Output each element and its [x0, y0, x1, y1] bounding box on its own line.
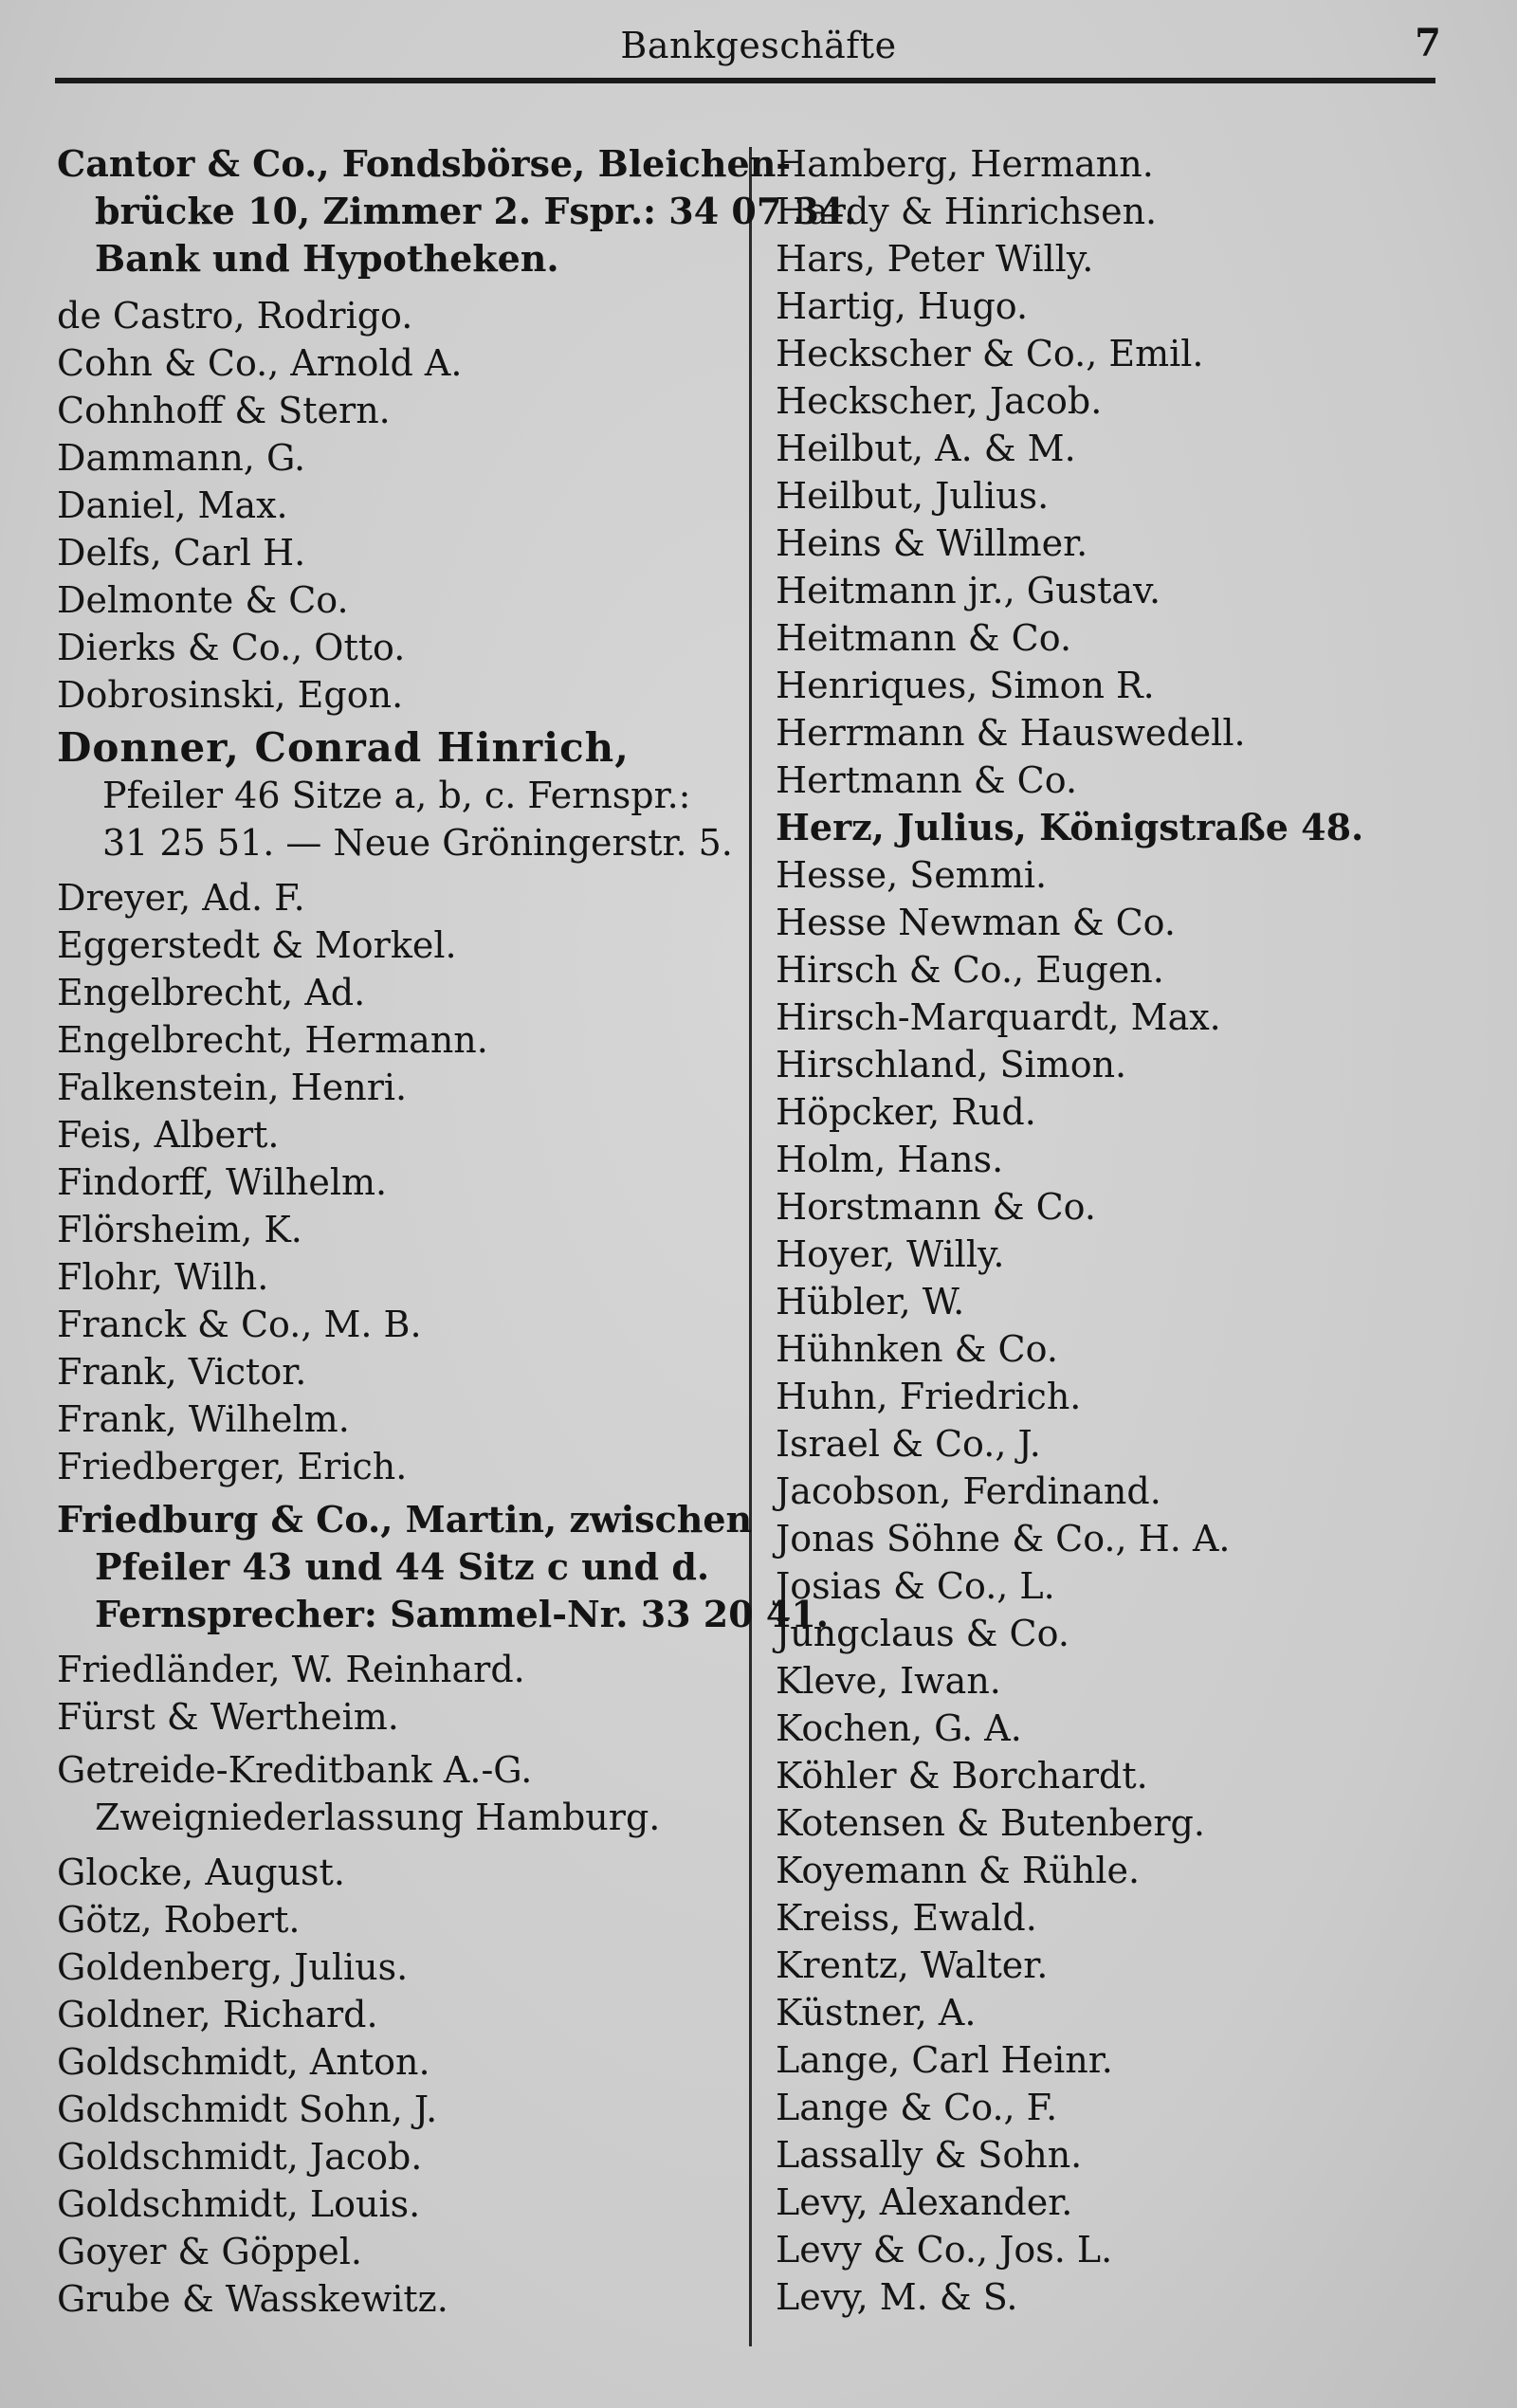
list-item: Hartig, Hugo.: [776, 285, 1029, 327]
list-item: Franck & Co., M. B.: [57, 1304, 422, 1345]
entry-line: Cantor & Co., Fondsbörse, Bleichen-: [57, 142, 792, 185]
list-item: Hühnken & Co.: [776, 1328, 1058, 1370]
list-item: Hertmann & Co.: [776, 759, 1078, 801]
list-item: de Castro, Rodrigo.: [57, 295, 413, 337]
list-item: Köhler & Borchardt.: [776, 1755, 1148, 1797]
list-item: Delmonte & Co.: [57, 579, 349, 621]
list-item: Fürst & Wertheim.: [57, 1696, 399, 1738]
left-column: [57, 140, 857, 2323]
list-item: Engelbrecht, Ad.: [57, 972, 366, 1013]
list-item: Holm, Hans.: [776, 1139, 1004, 1180]
entry-donner: [57, 724, 758, 867]
list-item: Goldner, Richard.: [57, 1994, 378, 2035]
list-item: Feis, Albert.: [57, 1114, 280, 1156]
list-item: Kreiss, Ewald.: [776, 1897, 1037, 1939]
entry-line: brücke 10, Zimmer 2. Fspr.: 34 07 34.: [95, 190, 857, 232]
list-item: Jungclaus & Co.: [776, 1613, 1069, 1654]
list-item: Hoyer, Willy.: [776, 1233, 1005, 1275]
entry-line: Friedburg & Co., Martin, zwischen: [57, 1498, 753, 1541]
list-item: Heckscher & Co., Emil.: [776, 333, 1204, 374]
entry-line: Getreide-Kreditbank A.-G.: [57, 1749, 533, 1791]
entry-list: [776, 140, 1458, 804]
list-item: Lange, Carl Heinr.: [776, 2039, 1113, 2081]
entry-line: Zweigniederlassung Hamburg.: [95, 1797, 661, 1838]
list-item: Hirschland, Simon.: [776, 1044, 1127, 1085]
page-title: Bankgeschäfte: [620, 25, 897, 66]
list-item: Goldschmidt, Jacob.: [57, 2136, 423, 2178]
entry-line: 31 25 51. — Neue Gröningerstr. 5.: [102, 822, 733, 864]
list-item: Goldenberg, Julius.: [57, 1946, 409, 1988]
list-item: Krentz, Walter.: [776, 1944, 1049, 1986]
list-item: Dierks & Co., Otto.: [57, 627, 406, 668]
list-item: Hardy & Hinrichsen.: [776, 191, 1158, 232]
list-item: Engelbrecht, Hermann.: [57, 1019, 488, 1061]
list-item: Glocke, August.: [57, 1852, 345, 1893]
list-item: Hübler, W.: [776, 1281, 965, 1323]
list-item: Goyer & Göppel.: [57, 2231, 362, 2272]
list-item: Lassally & Sohn.: [776, 2134, 1083, 2176]
list-item: Goldschmidt Sohn, J.: [57, 2089, 438, 2130]
entry-line: Fernsprecher: Sammel-Nr. 33 20 41.: [95, 1593, 830, 1635]
entry-list: [57, 1849, 758, 2323]
list-item: Dreyer, Ad. F.: [57, 877, 305, 919]
list-item: Huhn, Friedrich.: [776, 1376, 1082, 1417]
list-item: Falkenstein, Henri.: [57, 1067, 408, 1108]
list-item: Flohr, Wilh.: [57, 1256, 269, 1298]
list-item: Heins & Willmer.: [776, 522, 1088, 564]
list-item: Frank, Wilhelm.: [57, 1398, 350, 1440]
list-item: Küstner, A.: [776, 1992, 977, 2034]
list-item: Henriques, Simon R.: [776, 665, 1155, 706]
list-item: Heilbut, A. & M.: [776, 428, 1076, 469]
list-item: Hamberg, Hermann.: [776, 143, 1154, 185]
page-number: 7: [1415, 21, 1441, 65]
list-item: Delfs, Carl H.: [57, 532, 306, 574]
list-item: Heitmann & Co.: [776, 617, 1072, 659]
entry-list: [57, 292, 758, 719]
list-item: Herrmann & Hauswedell.: [776, 712, 1246, 754]
list-item: Höpcker, Rud.: [776, 1091, 1036, 1133]
entry-cantor: [57, 140, 857, 283]
entry-friedburg: [57, 1496, 830, 1638]
list-item: Frank, Victor.: [57, 1351, 307, 1393]
list-item: Heitmann jr., Gustav.: [776, 570, 1161, 611]
entry-herz: Herz, Julius, Königstraße 48.: [776, 806, 1364, 848]
list-item: Heilbut, Julius.: [776, 475, 1050, 517]
list-item: Hesse, Semmi.: [776, 854, 1048, 896]
list-item: Kleve, Iwan.: [776, 1660, 1001, 1702]
list-item: Levy & Co., Jos. L.: [776, 2229, 1113, 2271]
list-item: Kochen, G. A.: [776, 1707, 1022, 1749]
entry-getreide: [57, 1746, 758, 1841]
list-item: Friedberger, Erich.: [57, 1446, 408, 1487]
list-item: Hirsch-Marquardt, Max.: [776, 996, 1221, 1038]
list-item: Friedländer, W. Reinhard.: [57, 1649, 525, 1690]
list-item: Goldschmidt, Louis.: [57, 2183, 421, 2225]
list-item: Horstmann & Co.: [776, 1186, 1096, 1228]
entry-line: Donner, Conrad Hinrich,: [57, 724, 630, 771]
list-item: Findorff, Wilhelm.: [57, 1161, 388, 1203]
right-column: [776, 140, 1458, 2321]
list-item: Cohn & Co., Arnold A.: [57, 342, 463, 384]
list-item: Josias & Co., L.: [776, 1565, 1055, 1607]
list-item: Hesse Newman & Co.: [776, 902, 1176, 943]
entry-line: Pfeiler 43 und 44 Sitz c und d.: [95, 1545, 710, 1588]
list-item: Dammann, G.: [57, 437, 306, 479]
list-item: Koyemann & Rühle.: [776, 1850, 1141, 1891]
list-item: Grube & Wasskewitz.: [57, 2278, 448, 2320]
list-item: Levy, M. & S.: [776, 2276, 1018, 2318]
entry-list: [57, 1646, 758, 1741]
list-item: Flörsheim, K.: [57, 1209, 302, 1250]
list-item: Hars, Peter Willy.: [776, 238, 1094, 280]
entry-list: [776, 851, 1458, 2321]
list-item: Hirsch & Co., Eugen.: [776, 949, 1164, 991]
header-rule: [55, 78, 1435, 83]
list-item: Dobrosinski, Egon.: [57, 674, 404, 716]
list-item: Lange & Co., F.: [776, 2087, 1058, 2128]
list-item: Daniel, Max.: [57, 484, 288, 526]
list-item: Götz, Robert.: [57, 1899, 301, 1941]
list-item: Israel & Co., J.: [776, 1423, 1041, 1465]
list-item: Cohnhoff & Stern.: [57, 390, 391, 431]
list-item: Jacobson, Ferdinand.: [776, 1470, 1161, 1512]
list-item: Jonas Söhne & Co., H. A.: [776, 1518, 1231, 1560]
entry-line: Pfeiler 46 Sitze a, b, c. Fernspr.:: [102, 775, 691, 816]
list-item: Levy, Alexander.: [776, 2181, 1073, 2223]
list-item: Heckscher, Jacob.: [776, 380, 1103, 422]
entry-list: [57, 874, 758, 1490]
entry-line: Bank und Hypotheken.: [95, 237, 559, 280]
list-item: Kotensen & Butenberg.: [776, 1802, 1205, 1844]
list-item: Goldschmidt, Anton.: [57, 2041, 430, 2083]
list-item: Eggerstedt & Morkel.: [57, 924, 457, 966]
